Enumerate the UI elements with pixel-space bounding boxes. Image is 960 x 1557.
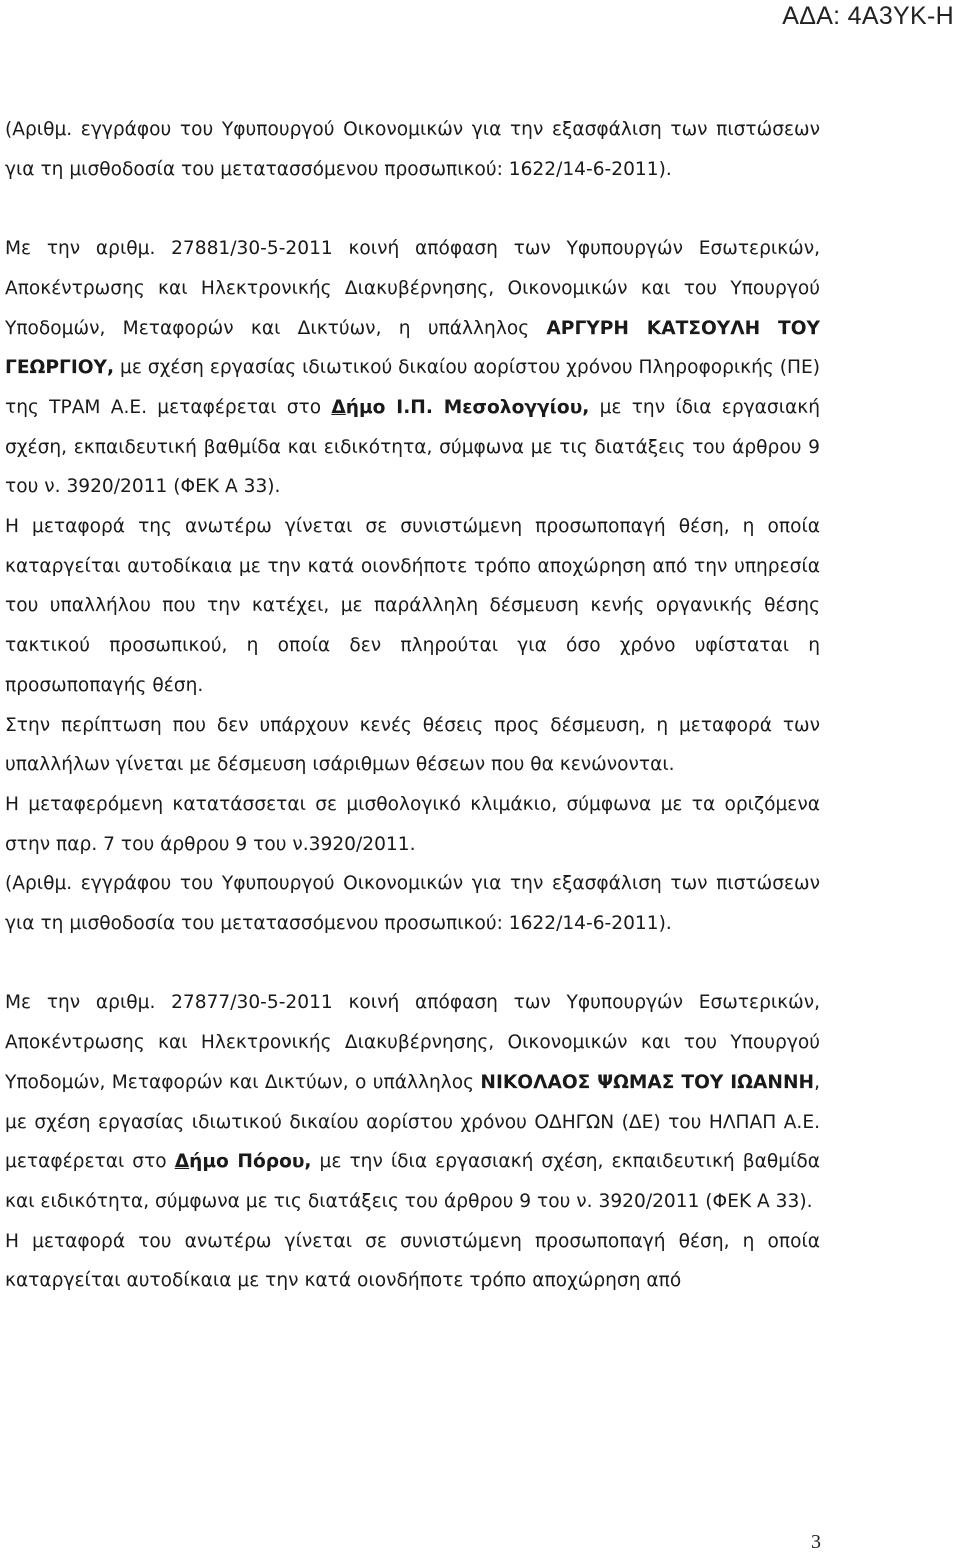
paragraph-vacancies: Στην περίπτωση που δεν υπάρχουν κενές θέσεις προς δέσμευση, η μεταφορά των υπαλλήλων γίνεται με δέσμευση ισάριθμων θέσεων που θα κενώνονται. [5, 714, 820, 776]
text-span: Με την αριθμ. 27881/30-5-2011 κοινή απόφαση των Υφυπουργών Εσωτερικών, Αποκέντρωσης και Ηλεκτρονικής Διακυβέρνησης, Οικονομικών και του Υπουργού Υποδομών, Μεταφορών και Δικτύων, η υπάλληλος [5, 238, 820, 339]
blank-line [5, 189, 820, 229]
paragraph-salary-scale: Η μεταφερόμενη κατατάσσεται σε μισθολογικό κλιμάκιο, σύμφωνα με τα οριζόμενα στην παρ. 7 του άρθρου 9 του ν.3920/2011. [5, 793, 820, 855]
municipality-name-rest: ήμο Ι.Π. Μεσολογγίου, [345, 396, 590, 418]
municipality-name-rest: ήμο Πόρου, [189, 1151, 312, 1173]
blank-line [5, 944, 820, 984]
text-span: με την ίδια εργασιακή σχέση, εκπαιδευτική βαθμίδα και ειδικότητα, σύμφωνα με τις διατάξεις του άρθρου 9 του ν. 3920/2011 (ΦΕΚ Α 33). [5, 396, 820, 498]
page-number: 3 [811, 1531, 821, 1553]
municipality-name-underlined-part: Δ [174, 1151, 190, 1173]
text-span: Με την αριθμ. 27877/30-5-2011 κοινή απόφαση των Υφυπουργών Εσωτερικών, Αποκέντρωσης και Ηλεκτρονικής Διακυβέρνησης, Οικονομικών και του Υπουργού Υποδομών, Μεταφορών και Δικτύων, ο υπάλληλος [5, 992, 820, 1093]
paragraph-transfer-2 [5, 983, 820, 1221]
paragraph-position-1: Η μεταφορά της ανωτέρω γίνεται σε συνιστώμενη προσωποπαγή θέση, η οποία καταργείται αυτοδίκαια με την κατά οιονδήποτε τρόπο αποχώρηση από την υπηρεσία του υπαλλήλου που την κατέχει, με παράλληλη δέσμευση κενής οργανικής θέσης τακτικού προσωπικού, η οποία δεν πληρούται για όσο χρόνο υφίσταται η προσωποπαγής θέση. [5, 516, 820, 696]
municipality-name [175, 1151, 312, 1172]
text-span: , με σχέση εργασίας ιδιωτικού δικαίου αορίστου χρόνου ΟΔΗΓΩΝ (ΔΕ) του ΗΛΠΑΠ Α.Ε. μεταφέρεται στο [5, 1071, 820, 1173]
employee-name: ΝΙΚΟΛΑΟΣ ΨΩΜΑΣ ΤΟΥ ΙΩΑΝΝΗ [480, 1071, 815, 1093]
employee-name: ΑΡΓΥΡΗ ΚΑΤΣΟΥΛΗ ΤΟΥ ΓΕΩΡΓΙΟΥ, [5, 317, 820, 379]
text-span: με σχέση εργασίας ιδιωτικού δικαίου αορίστου χρόνου Πληροφορικής (ΠΕ) της ΤΡΑΜ Α.Ε. μεταφέρεται στο [5, 357, 820, 418]
text-span: με την ίδια εργασιακή σχέση, εκπαιδευτική βαθμίδα και ειδικότητα, σύμφωνα με τις διατάξεις του άρθρου 9 του ν. 3920/2011 (ΦΕΚ Α 33). [5, 1151, 820, 1212]
paragraph-transfer-1 [5, 229, 820, 507]
paragraph-reference-2: (Αριθμ. εγγράφου του Υφυπουργού Οικονομικών για την εξασφάλιση των πιστώσεων για τη μισθοδοσία του μετατασσόμενου προσωπικού: 1622/14-6-2011). [5, 873, 820, 935]
municipality-name [331, 397, 589, 418]
ada-code: ΑΔΑ: 4Α3ΥΚ-Η [782, 2, 954, 30]
paragraph-reference-1: (Αριθμ. εγγράφου του Υφυπουργού Οικονομικών για την εξασφάλιση των πιστώσεων για τη μισθοδοσία του μετατασσόμενου προσωπικού: 1622/14-6-2011). [5, 119, 820, 180]
paragraph-position-2: Η μεταφορά του ανωτέρω γίνεται σε συνιστώμενη προσωποπαγή θέση, η οποία καταργείται αυτοδίκαια με την κατά οιονδήποτε τρόπο αποχώρηση από [5, 1230, 820, 1292]
document-body [5, 110, 820, 1301]
municipality-name-underlined-part: Δ [331, 396, 346, 418]
